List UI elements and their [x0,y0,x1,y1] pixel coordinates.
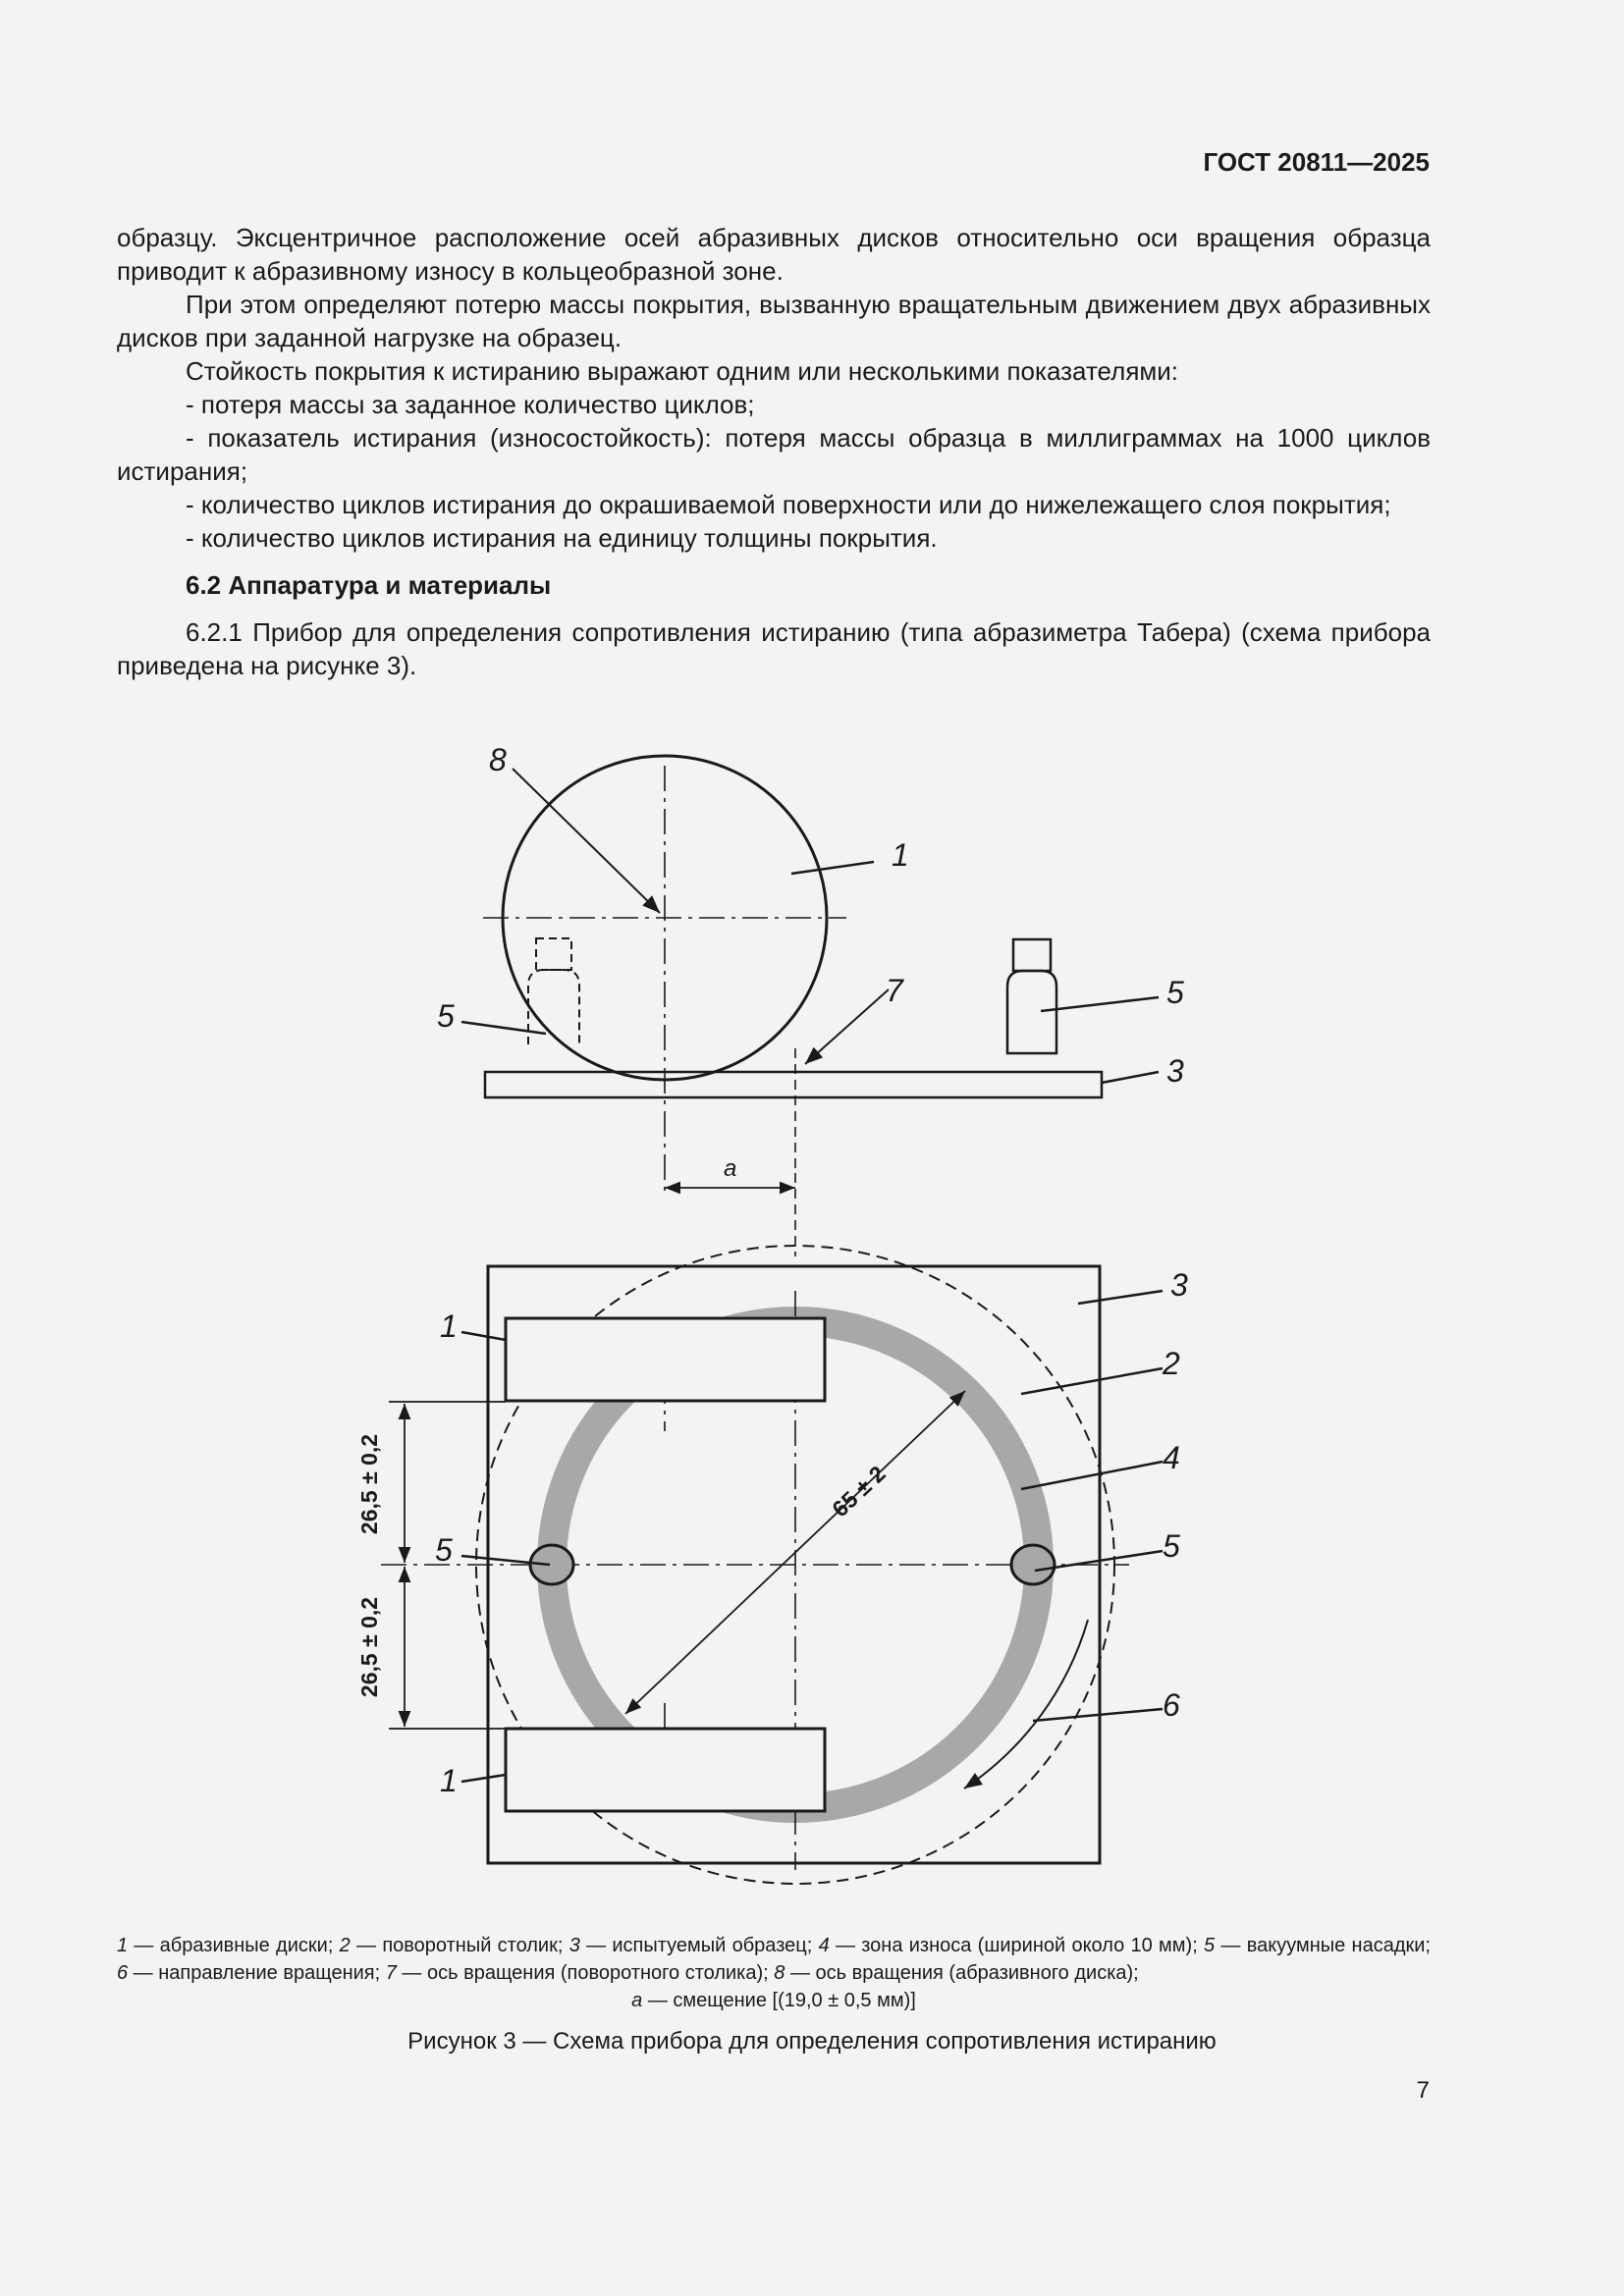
vacuum-nozzle-right [1011,1545,1055,1584]
legend-number: 1 [117,1935,129,1956]
label-7: 7 [886,973,903,1008]
legend-number: 5 [1204,1935,1216,1956]
test-specimen-side [485,1072,1102,1097]
page-number: 7 [1416,2077,1430,2104]
legend-text: — смещение [(19,0 ± 0,5 мм)] [642,1990,916,2011]
dimension-label-upper: 26,5 ± 0,2 [356,1433,382,1535]
body-text [117,221,1431,682]
legend-number: 3 [568,1935,580,1956]
label-5: 5 [1166,975,1184,1010]
label-5: 5 [1163,1528,1180,1564]
legend-number: 4 [818,1935,830,1956]
legend-text: — ось вращения (поворотного столика); [396,1962,775,1984]
list-item: - количество циклов истирания до окрашиваемой поверхности или до нижележащего слоя покрытия; [186,490,1391,519]
list-item: - показатель истирания (износостойкость): потеря массы образца в миллиграммах на 1000 циклов истирания; [117,423,1431,486]
label-a: a [724,1155,737,1182]
label-5: 5 [435,1532,453,1568]
abrasive-disc-bottom [506,1729,825,1811]
legend-text: — поворотный столик; [350,1935,569,1956]
dimension-label-lower: 26,5 ± 0,2 [356,1596,382,1698]
legend-text: — испытуемый образец; [579,1935,819,1956]
legend-text: — ось вращения (абразивного диска); [785,1962,1139,1984]
legend-number: 6 [117,1962,129,1984]
legend-text: — направление вращения; [128,1962,386,1984]
document-header: ГОСТ 20811—2025 [1203,147,1430,177]
figure-3 [0,726,1624,1944]
label-5: 5 [437,998,455,1034]
figure-legend [117,1932,1431,2014]
legend-text: — абразивные диски; [128,1935,340,1956]
label-4: 4 [1163,1440,1180,1475]
paragraph: Стойкость покрытия к истиранию выражают одним или несколькими показателями: [186,356,1179,386]
figure-caption: Рисунок 3 — Схема прибора для определения сопротивления истиранию [407,2028,1217,2055]
vacuum-nozzle-left [530,1545,573,1584]
paragraph: образцу. Эксцентричное расположение осей абразивных дисков относительно оси вращения образца приводит к абразивному износу в кольцеобразной зоне. [117,223,1431,286]
label-3: 3 [1166,1053,1184,1089]
legend-number: 7 [385,1962,397,1984]
label-8: 8 [489,742,507,777]
label-2: 2 [1163,1346,1180,1381]
abrasive-disc-top [506,1318,825,1401]
legend-number: a [631,1990,643,2011]
vacuum-nozzle-body [1007,971,1056,1053]
label-1: 1 [892,837,909,873]
label-1: 1 [440,1308,458,1344]
label-3: 3 [1170,1267,1188,1303]
label-1: 1 [440,1763,458,1798]
diameter-label: 65 ± 2 [827,1460,891,1522]
legend-number: 8 [774,1962,785,1984]
vacuum-nozzle-cap [1013,939,1051,971]
legend-number: 2 [339,1935,351,1956]
label-6: 6 [1163,1687,1180,1723]
list-item: - количество циклов истирания на единицу толщины покрытия. [186,523,938,553]
vacuum-nozzle-dashed-cap [536,938,571,970]
section-heading: 6.2 Аппаратура и материалы [186,570,552,600]
paragraph: 6.2.1 Прибор для определения сопротивления истиранию (типа абразиметра Табера) (схема прибора приведена на рисунке 3). [117,617,1431,680]
legend-text: — зона износа (шириной около 10 мм); [829,1935,1205,1956]
apparatus-diagram [0,726,1624,1944]
list-item: - потеря массы за заданное количество циклов; [186,390,755,419]
paragraph: При этом определяют потерю массы покрытия, вызванную вращательным движением двух абразивных дисков при заданной нагрузке на образец. [117,290,1431,352]
legend-text: — вакуумные насадки; [1215,1935,1431,1956]
